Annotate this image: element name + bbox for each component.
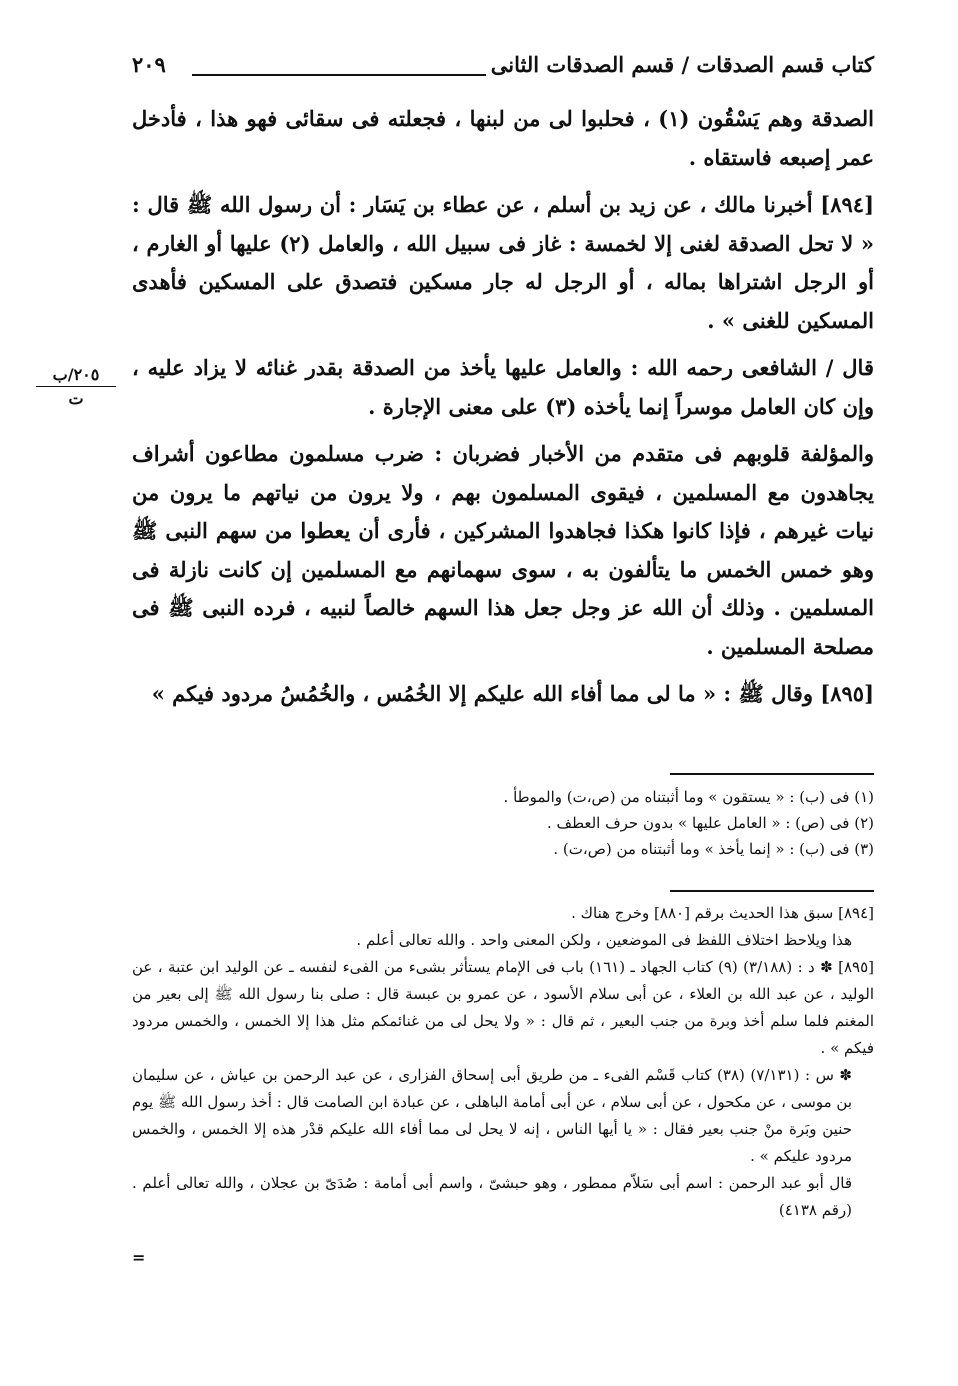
reference-entry: ✽ س : (٧/١٣١) (٣٨) كتاب قَسْم الفىء ـ من طريق أبى إسحاق الفزارى ، عن عبد الرحمن بن عياش ، عن سليمان بن موسى ، عن مكحول ، عن أبى سلام ، عن أبى أمامة الباهلى ، عن عبادة ابن الصامت قال : أخذ رسول الله ﷺ يوم حنين وبَرة منْ جنب بعير فقال : « يا أيها الناس ، إنه لا يحل لى مما أفاء الله عليكم قدْر هذه إلا الخمس ، والخمس مردود عليكم » . — [132, 1066, 852, 1165]
running-title: كتاب قسم الصدقات / قسم الصدقات الثانى — [490, 52, 874, 77]
footnote: (١) فى (ب) : « يستقون » وما أثبتناه من (ص،ت) والموطأ . — [503, 788, 874, 806]
footnote: (٣) فى (ب) : « إنما يأخذ » وما أثبتناه من (ص،ت) . — [553, 840, 874, 858]
continuation-mark: = — [132, 1248, 146, 1267]
margin-siglum: ت — [68, 389, 84, 408]
manuscript-margin-note — [36, 365, 116, 408]
header-rule — [192, 74, 486, 76]
paragraph: والمؤلفة قلوبهم فى متقدم من الأخبار فضربان : ضرب مسلمون مطاعون أشراف يجاهدون مع المسلمين ، فيقوى المسلمون بهم ، ولا يرون من نياتهم ما يرون من نيات غيرهم ، فإذا كانوا هكذا فجاهدوا المشركين ، فأرى أن يعطوا من سهم النبى ﷺ وهو خمس الخمس ما يتألفون به ، سوى سهمانهم مع المسلمين إن كانت نازلة فى المسلمين . وذلك أن الله عز وجل جعل هذا السهم خالصاً لنبيه ، فرده النبى ﷺ فى مصلحة المسلمين . — [132, 441, 874, 659]
footnotes — [132, 784, 874, 862]
reference-entry: هذا ويلاحظ اختلاف اللفظ فى الموضعين ، ولكن المعنى واحد . والله تعالى أعلم . — [356, 931, 852, 949]
reference-entry: قال أبو عبد الرحمن : اسم أبى سَلاّم ممطور ، وهو حبشىّ ، واسم أبى أمامة : صُدَىّ بن عجلان ، والله تعالى أعلم . (رقم ٤١٣٨) — [132, 1174, 852, 1219]
reference-entry: [٨٩٤] سبق هذا الحديث برقم [٨٨٠] وخرج هناك . — [571, 904, 874, 922]
shafii-commentary: قال / الشافعى رحمه الله : والعامل عليها يأخذ من الصدقة بقدر غنائه لا يزاد عليه ، وإن كان العامل موسراً إنما يأخذه (٣) على معنى الإجارة . — [132, 355, 874, 419]
margin-folio: ٢٠٥/ب — [36, 365, 116, 387]
references — [132, 900, 874, 1224]
page-number: ٢٠٩ — [132, 52, 166, 77]
paragraph: الصدقة وهم يَسْقُون (١) ، فحلبوا لى من لبنها ، فجعلته فى سقائى فهو هذا ، فأدخل عمر إصبعه فاستقاه . — [132, 106, 875, 170]
main-text — [132, 100, 874, 723]
hadith-894: [٨٩٤] أخبرنا مالك ، عن زيد بن أسلم ، عن عطاء بن يَسَار : أن رسول الله ﷺ قال : « لا تحل الصدقة لغنى إلا لخمسة : غاز فى سبيل الله ، والعامل (٢) عليها أو الغارم ، أو الرجل اشتراها بماله ، أو الرجل له جار مسكين فتصدق على المسكين فأهدى المسكين للغنى » . — [132, 192, 874, 333]
hadith-895: [٨٩٥] وقال ﷺ : « ما لى مما أفاء الله عليكم إلا الخُمُس ، والخُمُسُ مردود فيكم » — [151, 681, 874, 706]
page-header — [132, 52, 874, 92]
footnote-rule — [670, 773, 874, 775]
footnote: (٢) فى (ص) : « العامل عليها » بدون حرف العطف . — [547, 814, 874, 832]
references-rule — [670, 890, 874, 892]
reference-entry: [٨٩٥] ✽ د : (٣/١٨٨) (٩) كتاب الجهاد ـ (١٦١) باب فى الإمام يستأثر بشىء من الفىء لنفسه ـ عن الوليد ابن عتبة ، عن الوليد ، عن عبد الله بن العلاء ، عن أبى سلام الأسود ، عن عمرو بن عبسة قال : صلى بنا رسول الله ﷺ إلى بعير من المغنم فلما سلم أخذ وبرة من جنب البعير ، ثم قال : « ولا يحل لى من غنائمكم مثل هذا إلا الخمس ، والخمس مردود فيكم » . — [132, 958, 874, 1057]
